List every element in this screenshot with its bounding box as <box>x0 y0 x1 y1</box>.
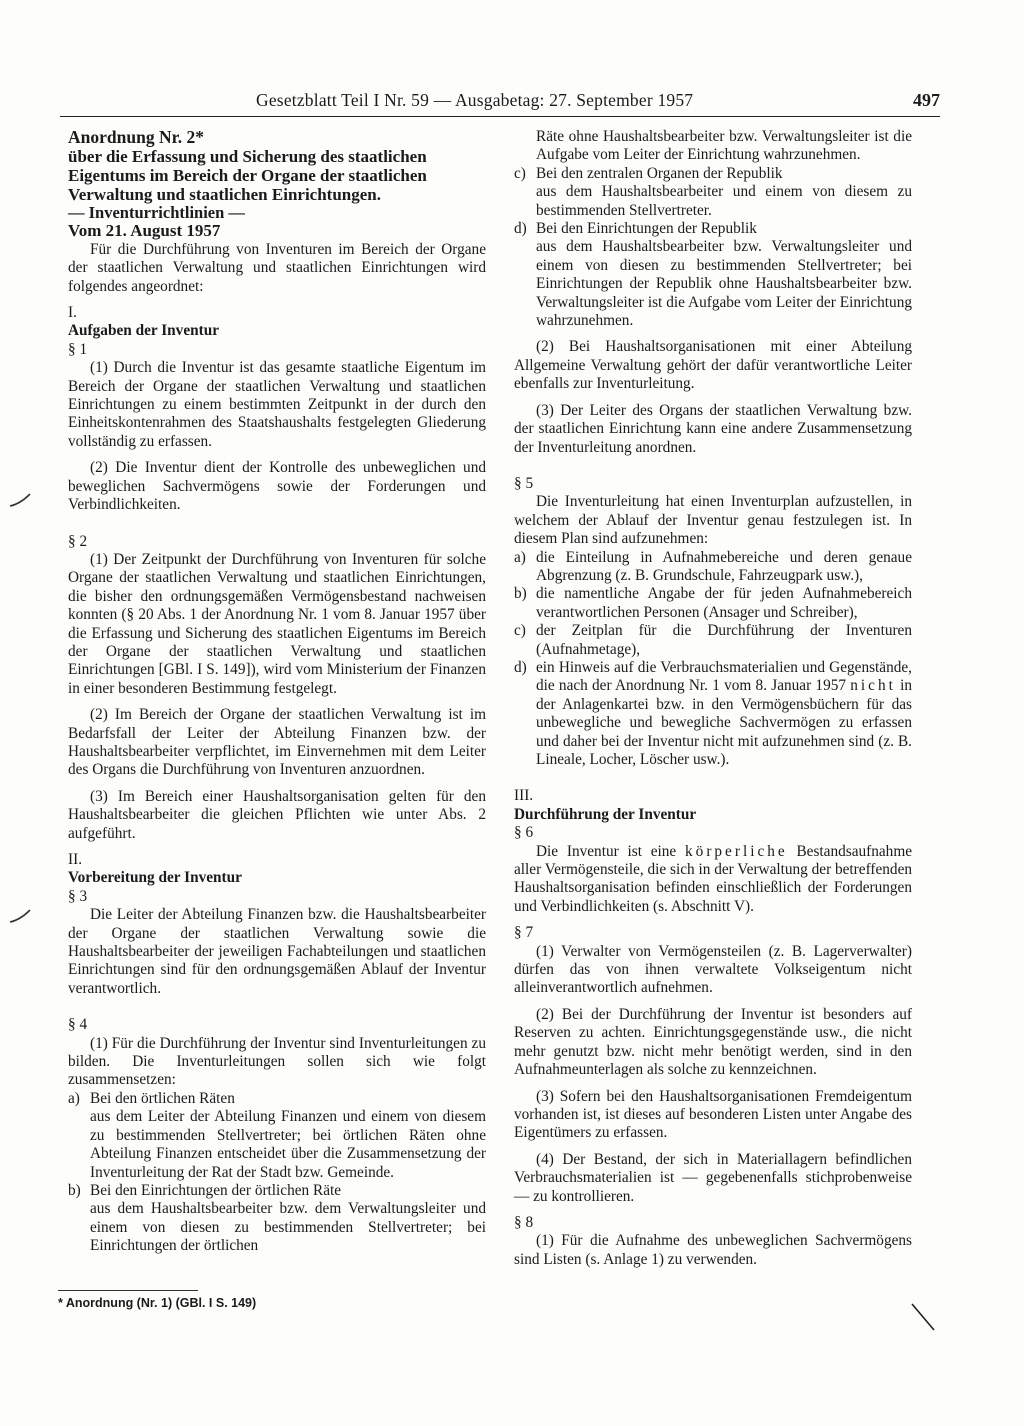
list-item-heading: Bei den örtlichen Räten <box>90 1089 235 1107</box>
document-title: Anordnung Nr. 2* <box>68 127 204 147</box>
part-heading: Durchführung der Inventur <box>514 805 697 823</box>
section-heading: § 1 <box>68 340 88 358</box>
list-item-text: aus dem Haushaltsbearbeiter bzw. dem Verwaltungsleiter und einem von diesen zu bestimmenden Stellvertreter; bei Einrichtungen der örtlichen <box>90 1200 486 1255</box>
list-item-text: Räte ohne Haushaltsbearbeiter bzw. Verwaltungsleiter ist die Aufgabe vom Leiter der Einrichtung wahrzunehmen. <box>536 128 912 164</box>
paragraph: Die Leiter der Abteilung Finanzen bzw. die Haushaltsbearbeiter der Organe der staatlichen Verwaltung sowie die Haushaltsbearbeiter der jeweiligen Fachabteilungen und staatlichen Einrichtungen sind für den ordnungsgemäßen Ablauf der Inventur verantwortlich. <box>68 906 486 997</box>
list-item-text: ein Hinweis auf die Verbrauchsmaterialien und Gegenstände, die nach der Anordnung Nr. 1 vom 8. Januar 1957 nicht in der Anlagenkartei bzw. in den Vermögensbüchern für das unbewegliche und bewegliche Sachvermögen zu erfassen und daher bei der Inventur nicht mit aufzunehmen sind (z. B. Lineale, Locher, Löscher usw.). <box>536 658 913 768</box>
paragraph: Die Inventurleitung hat einen Inventurplan aufzustellen, in welchem der Ablauf der Inventur genau festzulegen ist. In diesem Plan sind aufzunehmen: <box>514 493 912 548</box>
paragraph: (4) Der Bestand, der sich in Materiallagern befindlichen Verbrauchsmaterialien ist — gegebenenfalls stichprobenweise — zu kontrollieren. <box>514 1150 912 1205</box>
document-title-line: Eigentums im Bereich der Organe der staatlichen <box>68 166 427 185</box>
paragraph: (3) Im Bereich einer Haushaltsorganisation gelten für den Haushaltsbearbeiter die gleichen Pflichten wie unter Abs. 2 aufgeführt. <box>68 787 486 842</box>
list-label: d) <box>514 658 527 676</box>
footnote-rule <box>58 1290 198 1291</box>
paragraph: (3) Sofern bei den Haushaltsorganisationen Fremdeigentum vorhanden ist, ist dieses auf besonderen Listen unter Angabe des Eigentümers zu erfassen. <box>514 1087 912 1142</box>
document-date: Vom 21. August 1957 <box>68 221 221 241</box>
list-item-continuation <box>514 128 912 165</box>
emphasis: körperliche <box>685 842 788 860</box>
section-heading: § 4 <box>68 1016 88 1034</box>
margin-check-mark <box>6 906 36 928</box>
paragraph: (1) Für die Durchführung der Inventur sind Inventurleitungen zu bilden. Die Inventurleitungen sollen sich wie folgt zusammensetzen: <box>68 1034 486 1089</box>
margin-check-mark <box>6 490 36 512</box>
part-heading: Vorbereitung der Inventur <box>68 869 242 887</box>
paragraph: (2) Im Bereich der Organe der staatlichen Verwaltung ist im Bedarfsfall der Leiter der Abteilung Finanzen bzw. der Haushaltsbearbeiter verpflichtet, im Einvernehmen mit dem Leiter des Organs die Durchführung von Inventuren anzuordnen. <box>68 706 486 779</box>
margin-slash-mark <box>908 1300 938 1334</box>
list-label: c) <box>514 164 526 182</box>
list-item-heading: Bei den Einrichtungen der Republik <box>536 220 757 238</box>
paragraph: (1) Der Zeitpunkt der Durchführung von Inventuren für solche Organe der staatlichen Verwaltung und staatlichen Einrichtungen, die bisher den ordnungsgemäßen Vermögensbestand nachweisen konnten (§ 20 Abs. 1 der Anordnung Nr. 1 vom 8. Januar 1957 über die Erfassung und Sicherung des staatlichen Eigentums im Bereich der Organe der staatlichen Verwaltung und staatlichen Einrichtungen [GBl. I S. 149]), wird vom Ministerium der Finanzen in einer besonderen Bestimmung festgelegt. <box>68 550 486 697</box>
section-heading: § 2 <box>68 532 88 550</box>
footnote: * Anordnung (Nr. 1) (GBl. I S. 149) <box>58 1296 257 1310</box>
part-heading: Aufgaben der Inventur <box>68 322 220 340</box>
list-item-heading: Bei den zentralen Organen der Republik <box>536 164 783 182</box>
section-heading: § 7 <box>514 924 534 942</box>
list-item <box>514 220 912 330</box>
list-item-text: aus dem Leiter der Abteilung Finanzen und einem von diesem zu bestimmenden Stellvertreter; bei örtlichen Räten ohne Abteilung Finanzen entscheidet über die Zusammensetzung der Inventurleitung der Rat der Stadt bzw. Gemeinde. <box>90 1108 486 1181</box>
part-number: I. <box>68 304 77 322</box>
list-item <box>514 165 912 220</box>
list-item-text: die Einteilung in Aufnahmebereiche und deren genaue Abgrenzung (z. B. Grundschule, Fahrzeugpark usw.), <box>536 548 912 584</box>
page-header <box>60 90 940 116</box>
document-title-line: Verwaltung und staatlichen Einrichtungen. <box>68 185 381 204</box>
list-item-text: die namentliche Angabe der für jeden Aufnahmebereich verantwortlichen Personen (Ansager und Schreiber), <box>536 585 912 621</box>
page-number: 497 <box>913 90 940 110</box>
list-label: b) <box>514 585 527 603</box>
list-item <box>68 1182 486 1256</box>
paragraph: (1) Durch die Inventur ist das gesamte staatliche Eigentum im Bereich der Organe der staatlichen Verwaltung und staatlichen Einrichtungen zu einem bestimmten Zeitpunkt in der durch den Einheitskontenrahmen des Staatshaushalts festgelegten Gliederung vollständig zu erfassen. <box>68 359 486 450</box>
list-item <box>68 1090 486 1182</box>
emphasis: nicht <box>850 677 896 695</box>
left-column <box>68 128 486 1256</box>
section-heading: § 8 <box>514 1213 534 1231</box>
running-title: Gesetzblatt Teil I Nr. 59 — Ausgabetag: 27. September 1957 <box>256 90 694 110</box>
paragraph: (1) Verwalter von Vermögensteilen (z. B. Lagerverwalter) dürfen das von ihnen verwaltete Volkseigentum nicht alleinverantwortlich aufnehmen. <box>514 942 912 997</box>
part-number: III. <box>514 787 534 805</box>
list-item-text: aus dem Haushaltsbearbeiter und einem von diesem zu bestimmenden Stellvertreter. <box>536 183 912 219</box>
paragraph: Die Inventur ist eine körperliche Bestandsaufnahme aller Vermögensteile, die sich in der Verwaltung der betreffenden Haushaltsorganisation befinden einschließlich der Forderungen und Verbindlichkeiten (s. Abschnitt V). <box>514 842 913 915</box>
list-item-heading: Bei den Einrichtungen der örtlichen Räte <box>90 1181 342 1199</box>
list-label: b) <box>68 1181 81 1199</box>
list-label: a) <box>68 1089 80 1107</box>
paragraph: (1) Für die Aufnahme des unbeweglichen Sachvermögens sind Listen (s. Anlage 1) zu verwenden. <box>514 1232 912 1268</box>
list-item <box>514 659 912 769</box>
right-column <box>514 128 912 1269</box>
list-label: a) <box>514 548 526 566</box>
section-heading: § 6 <box>514 824 534 842</box>
intro-paragraph: Für die Durchführung von Inventuren im Bereich der Organe der staatlichen Verwaltung und staatlichen Einrichtungen wird folgendes angeordnet: <box>68 240 486 295</box>
section-heading: § 5 <box>514 474 534 492</box>
paragraph: (3) Der Leiter des Organs der staatlichen Verwaltung bzw. der staatlichen Einrichtung kann eine andere Zusammensetzung der Inventurleitung anordnen. <box>514 401 912 456</box>
list-label: d) <box>514 220 527 238</box>
paragraph: (2) Die Inventur dient der Kontrolle des unbeweglichen und beweglichen Sachvermögens sowie der Forderungen und Verbindlichkeiten. <box>68 459 486 514</box>
list-item-text: aus dem Haushaltsbearbeiter bzw. Verwaltungsleiter und einem von diesen zu bestimmenden Stellvertreter; bei Einrichtungen der Republik ohne Haushaltsbearbeiter bzw. Verwaltungsleiter ist die Aufgabe vom Leiter der Einrichtung wahrzunehmen. <box>536 238 912 330</box>
list-item <box>514 585 912 622</box>
paragraph: (2) Bei Haushaltsorganisationen mit einer Abteilung Allgemeine Verwaltung gehört der dafür verantwortliche Leiter ebenfalls zur Inventurleitung. <box>514 338 912 393</box>
list-item <box>514 549 912 586</box>
list-item-text: der Zeitplan für die Durchführung der Inventuren (Aufnahmetage), <box>536 622 912 658</box>
part-number: II. <box>68 851 83 868</box>
section-heading: § 3 <box>68 887 88 905</box>
list-label: c) <box>514 622 526 640</box>
paragraph: (2) Bei der Durchführung der Inventur ist besonders auf Reserven zu achten. Einrichtungsgegenstände usw., die nicht mehr genutzt bzw. nicht mehr benötigt werden, sind in den Aufnahmeunterlagen als solche zu kennzeichnen. <box>514 1005 912 1079</box>
header-rule <box>60 116 940 117</box>
document-title-line: über die Erfassung und Sicherung des staatlichen <box>68 147 427 166</box>
document-subtitle: — Inventurrichtlinien — <box>68 203 245 222</box>
list-item <box>514 622 912 659</box>
